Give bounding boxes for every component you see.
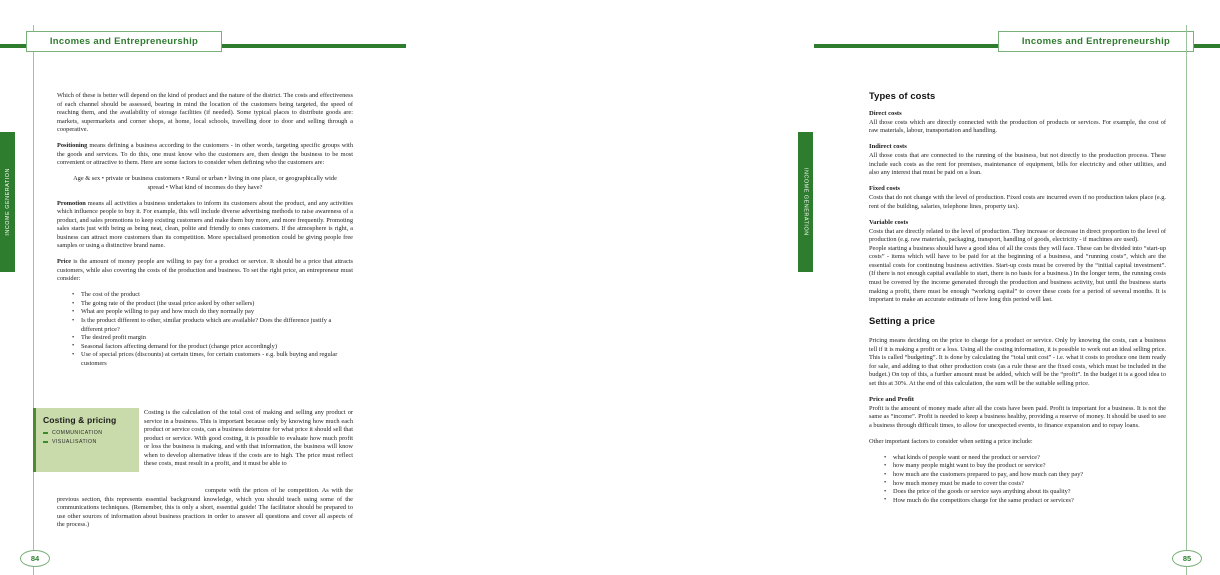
side-tab-label-left: INCOME GENERATION xyxy=(4,168,11,236)
paragraph-promotion xyxy=(57,200,353,251)
list-item: • how much are the customers prepared to pay, and how much can they pay? xyxy=(887,471,1166,480)
cost-type-heading: Indirect costs xyxy=(869,143,907,151)
running-head-right xyxy=(998,31,1194,52)
body-column-left xyxy=(57,92,353,376)
list-item: • The cost of the product xyxy=(75,291,353,300)
body-column-right xyxy=(869,92,1166,513)
dash-icon xyxy=(43,432,48,434)
list-item: • How much do the competitors charge for the same product or services? xyxy=(887,497,1166,506)
list-item: • Seasonal factors affecting demand for the product (change price accordingly) xyxy=(75,343,353,352)
paragraph-price-and-profit: Profit is the amount of money made after all the costs have been paid. Profit is important for a business. It is not the same as “income”. Profit is needed to keep a business healthy, providing a reserve of money. It should be used to see a business through difficult times, to allow for unexpected events, to finance expansion and to repay loans. xyxy=(869,404,1166,430)
cost-type-definitions xyxy=(869,110,1166,245)
callout-costing-and-pricing xyxy=(33,408,139,472)
page-number-right-value: 85 xyxy=(1182,554,1192,563)
positioning-lead-in: Positioning xyxy=(57,142,88,150)
list-item: • Use of special prices (discounts) at certain times, for certain customers - e.g. bulk buying and regular customers xyxy=(75,351,353,368)
page-number-left-value: 84 xyxy=(30,554,40,563)
price-body: is the amount of money people are willing to pay for a product or service. It should be a price that attracts customers, while also covering the costs of the production and business. To set the right price, an entrepreneur must consider: xyxy=(57,258,353,283)
costing-continuation-paragraph: compete with the prices of he competition. As with the previous section, this represents essential background knowledge, which you should teach using some of the communications techniques. (Remember, this is only a short, essential guide! The facilitator should be prepared to use other sources of information about business practices in order to answer all questions and cover all aspects of the process.) xyxy=(57,487,353,529)
list-item: • how much money must be made to cover the costs? xyxy=(887,480,1166,489)
promotion-body: means all activities a business undertakes to inform its customers about the product, and any activities which influence people to buy it. For example, this will include diverse advertising methods to raise awareness of a product, and sales promotions to keep existing customers and make them buy more, and more frequently. Promoting sales starts just with being as being neat, clean, polite and friendly to ones customers. If the atmosphere is right, a business can attract more customers than its competition. More specialised promotion could be giving people free samples or using a distinctive brand name. xyxy=(57,199,353,250)
paragraph-positioning xyxy=(57,142,353,168)
costing-wrap-paragraph: Costing is the calculation of the total cost of making and selling any product or service in a business. This is important because only by knowing how much each product or service costs, can a business determine for what price it should sell that product or service. With good costing, it is possible to evaluate how much profit or loss the business is making, and with that information, the business will know when to develop alternative ideas if the costs are to high. The price must reflect these costs, must result in a profit, and it must be able to xyxy=(144,409,353,468)
other-factors-lead-in: Other important factors to consider when setting a price include: xyxy=(869,437,1033,445)
running-head-left xyxy=(26,31,222,52)
callout-method-label: COMMUNICATION xyxy=(52,430,103,436)
costing-wrap-text xyxy=(144,409,353,469)
costing-continuation-text xyxy=(57,487,353,530)
paragraph-pricing: Pricing means deciding on the price to charge for a product or service. Only by knowing the costs, can a business tell if it is making a profit or a loss. Using all the costing information, it is possible to work out an ideal selling price. This is called “budgeting”. It is done by calculating the “total unit cost” - i.e. what it costs to produce one item ready for sale, and adding to that other production costs (as a rule these are the fixed costs, which must be included in the budget.) On top of this, a further amount must be added, which will be the “profit”. In the budget it is a good idea to set this at 30%. At the end of this calculation, the sum will be the suitable selling price. xyxy=(869,337,1166,387)
dash-icon xyxy=(43,441,48,443)
list-item: • What are people willing to pay and how much do they normally pay xyxy=(75,308,353,317)
side-tab-income-generation-left xyxy=(0,132,15,272)
list-item: • how many people might want to buy the product or service? xyxy=(887,462,1166,471)
page-number-right xyxy=(1172,550,1202,567)
page-left xyxy=(0,0,406,575)
margin-rule-left xyxy=(33,25,34,575)
side-tab-label-right: INCOME GENERATION xyxy=(802,168,809,236)
promotion-lead-in: Promotion xyxy=(57,199,86,207)
other-factors-list xyxy=(869,454,1166,505)
positioning-body: means defining a business according to the customers - in other words, targeting specific groups with the goods and services. To do this, one must know who the customers are, then design the business to be most convenient or attractive to them. Here are some factors to consider when defining who the customers are: xyxy=(57,142,353,167)
cost-type-description: All those costs that are connected to the running of the business, but not directly to the production process. These include such costs as the rent for premises, maintenance of equipment, bills for electricity and other utilities, and also any interest that must be paid on a loan. xyxy=(869,152,1166,177)
callout-method-list xyxy=(43,430,133,445)
page-number-left xyxy=(20,550,50,567)
heading-price-and-profit: Price and Profit xyxy=(869,395,914,403)
callout-title: Costing & pricing xyxy=(43,415,117,425)
cost-type-description: Costs that do not change with the level of production. Fixed costs are incurred even if no production takes place (e.g. rent of the building, salaries, telephone lines, property tax). xyxy=(869,194,1166,210)
paragraph-startup-costs: People starting a business should have a good idea of all the costs they will face. These can be divided into “start-up costs” - items which will have to be paid for at the beginning of a business, and “running costs”, which are the essential costs for continuing business activities. Start-up costs must be covered by the “initial capital investment”. (If there is not enough capital available to start, there is no basis for a business.) In the longer term, the running costs must be covered by the income generated through the production and business activity, but until the business starts making a profit, there must be enough “working capital” to cover these costs for a period of several months. It is important to make an accurate estimate of how long this period will last. xyxy=(869,244,1166,304)
price-consideration-list xyxy=(57,291,353,368)
cost-type-description: All those costs which are directly connected with the production of products or services. For example, the cost of raw materials, labour, transportation and handling. xyxy=(869,118,1166,135)
page-right xyxy=(407,0,1192,575)
cost-type-heading: Direct costs xyxy=(869,109,902,117)
callout-method-item xyxy=(43,439,133,445)
cost-type-heading: Variable costs xyxy=(869,218,909,226)
cost-type-heading: Fixed costs xyxy=(869,185,900,193)
list-item: • Is the product different to other, similar products which are available? Does the difference justify a different price? xyxy=(75,317,353,334)
heading-types-of-costs: Types of costs xyxy=(869,90,936,101)
heading-setting-a-price: Setting a price xyxy=(869,314,936,326)
running-head-left-label: Incomes and Entrepreneurship xyxy=(49,36,199,47)
list-item: • The desired profit margin xyxy=(75,334,353,343)
price-lead-in: Price xyxy=(57,258,72,266)
list-item: • what kinds of people want or need the product or service? xyxy=(887,454,1166,463)
paragraph-price xyxy=(57,258,353,284)
list-item: • Does the price of the goods or service says anything about its quality? xyxy=(887,488,1166,497)
side-tab-income-generation-right xyxy=(798,132,813,272)
margin-rule-right xyxy=(1186,25,1187,575)
customer-factors-line: Age & sex • private or business customers • Rural or urban • living in one place, or geographically wide spread • What kind of incomes do they have? xyxy=(73,175,337,191)
callout-method-item xyxy=(43,430,133,436)
paragraph-distribution: Which of these is better will depend on the kind of product and the nature of the district. The costs and effectiveness of each channel should be assessed, bearing in mind the location of the customers being targeted, the speed of reaching them, and the availability of storage facilities (if needed). Some typical places to distribute goods are: markets, supermarkets and corner shops, at home, local schools, travelling door to door and selling through a cooperative. xyxy=(57,92,353,134)
cost-type-description: Costs that are directly related to the level of production. They increase or decrease in direct proportion to the level of production (e.g. raw materials, packaging, transport, handling of goods, electricity - if machines are used). xyxy=(869,227,1166,244)
list-item: • The going rate of the product (the usual price asked by other sellers) xyxy=(75,300,353,309)
running-head-right-label: Incomes and Entrepreneurship xyxy=(1021,36,1171,47)
callout-method-label: VISUALISATION xyxy=(52,439,97,446)
